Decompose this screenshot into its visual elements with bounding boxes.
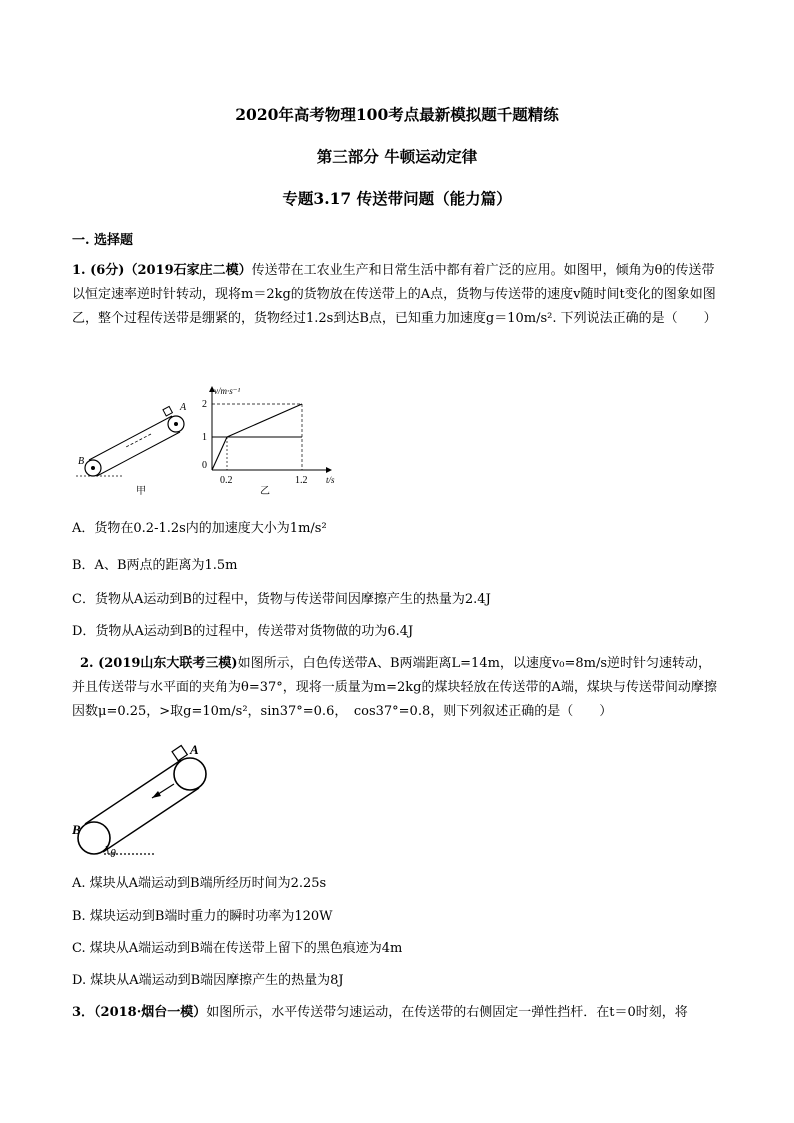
question-1-option-d: D．货物从A运动到B的过程中，传送带对货物做的功为6.4J (72, 624, 414, 639)
graph-xlabel: t/s (326, 475, 335, 485)
figure-vt-graph (198, 386, 348, 498)
question-1-option-b: B．A、B两点的距离为1.5m (72, 558, 238, 573)
question-3-source: 3．（2018·烟台一模） (72, 1005, 207, 1020)
question-2-option-d: D. 煤块从A端运动到B端因摩擦产生的热量为8J (72, 973, 344, 988)
question-3 (72, 1004, 688, 1022)
question-1-option-c: C．货物从A运动到B的过程中，货物与传送带间因摩擦产生的热量为2.4J (72, 592, 491, 607)
question-1-source: 1. (6分)（2019石家庄二模） (72, 263, 252, 278)
part-title: 第三部分 牛顿运动定律 (316, 147, 478, 166)
figure-2-label-b: B (72, 822, 81, 837)
figure-conveyor-incline-2 (72, 740, 222, 862)
topic-title: 专题3.17 传送带问题（能力篇） (282, 189, 512, 208)
graph-ytick-2: 2 (202, 399, 207, 410)
graph-ytick-0: 0 (202, 460, 207, 471)
figure-1-label-a: A (180, 402, 187, 413)
document-title: 2020年高考物理100考点最新模拟题千题精练 (235, 105, 559, 124)
figure-1-caption: 甲 (136, 486, 146, 497)
question-1-option-a: A．货物在0.2-1.2s内的加速度大小为1m/s² (72, 521, 327, 536)
question-2-source: 2. (2019山东大联考三模) (80, 656, 238, 671)
question-2-option-a: A. 煤块从A端运动到B端所经历时间为2.25s (72, 876, 327, 891)
question-1 (72, 259, 722, 331)
figure-1-label-b: B (78, 456, 85, 467)
graph-xtick-0.2: 0.2 (220, 475, 233, 486)
question-1-text: 传送带在工农业生产和日常生活中都有着广泛的应用。如图甲，倾角为θ的传送带以恒定速率逆时针转动，现将m＝2kg的货物放在传送带上的A点，货物与传送带的速度v随时间t变化的图象如图乙，整个过程传送带是绷紧的，货物经过1.2s到达B点，已知重力加速度g＝10m/s². 下列说法正确的是（ ） (72, 263, 717, 326)
section-heading: 一. 选择题 (72, 233, 134, 248)
question-2-option-b: B. 煤块运动到B端时重力的瞬时功率为120W (72, 909, 333, 924)
graph-ytick-1: 1 (202, 432, 207, 443)
figure-conveyor-incline-1 (76, 398, 200, 498)
question-2-text: 如图所示，白色传送带A、B两端距离L=14m，以速度v₀=8m/s逆时针匀速转动，并且传送带与水平面的夹角为θ=37°，现将一质量为m=2kg的煤块轻放在传送带的A端，煤块与传送带间动摩擦因数μ=0.25，>取g=10m/s²，sin37°=0.6， cos37°=0.8，则下列叙述正确的是（ ） (72, 656, 717, 719)
question-3-text: 如图所示，水平传送带匀速运动，在传送带的右侧固定一弹性挡杆．在t＝0时刻，将 (206, 1005, 688, 1020)
graph-ylabel: v/m·s⁻¹ (214, 386, 241, 396)
question-2 (72, 652, 722, 724)
figure-2-angle: θ (110, 846, 116, 860)
graph-xtick-1.2: 1.2 (295, 475, 308, 486)
figure-2-label-a: A (190, 742, 199, 757)
question-2-option-c: C. 煤块从A端运动到B端在传送带上留下的黑色痕迹为4m (72, 941, 403, 956)
graph-caption: 乙 (260, 486, 270, 497)
